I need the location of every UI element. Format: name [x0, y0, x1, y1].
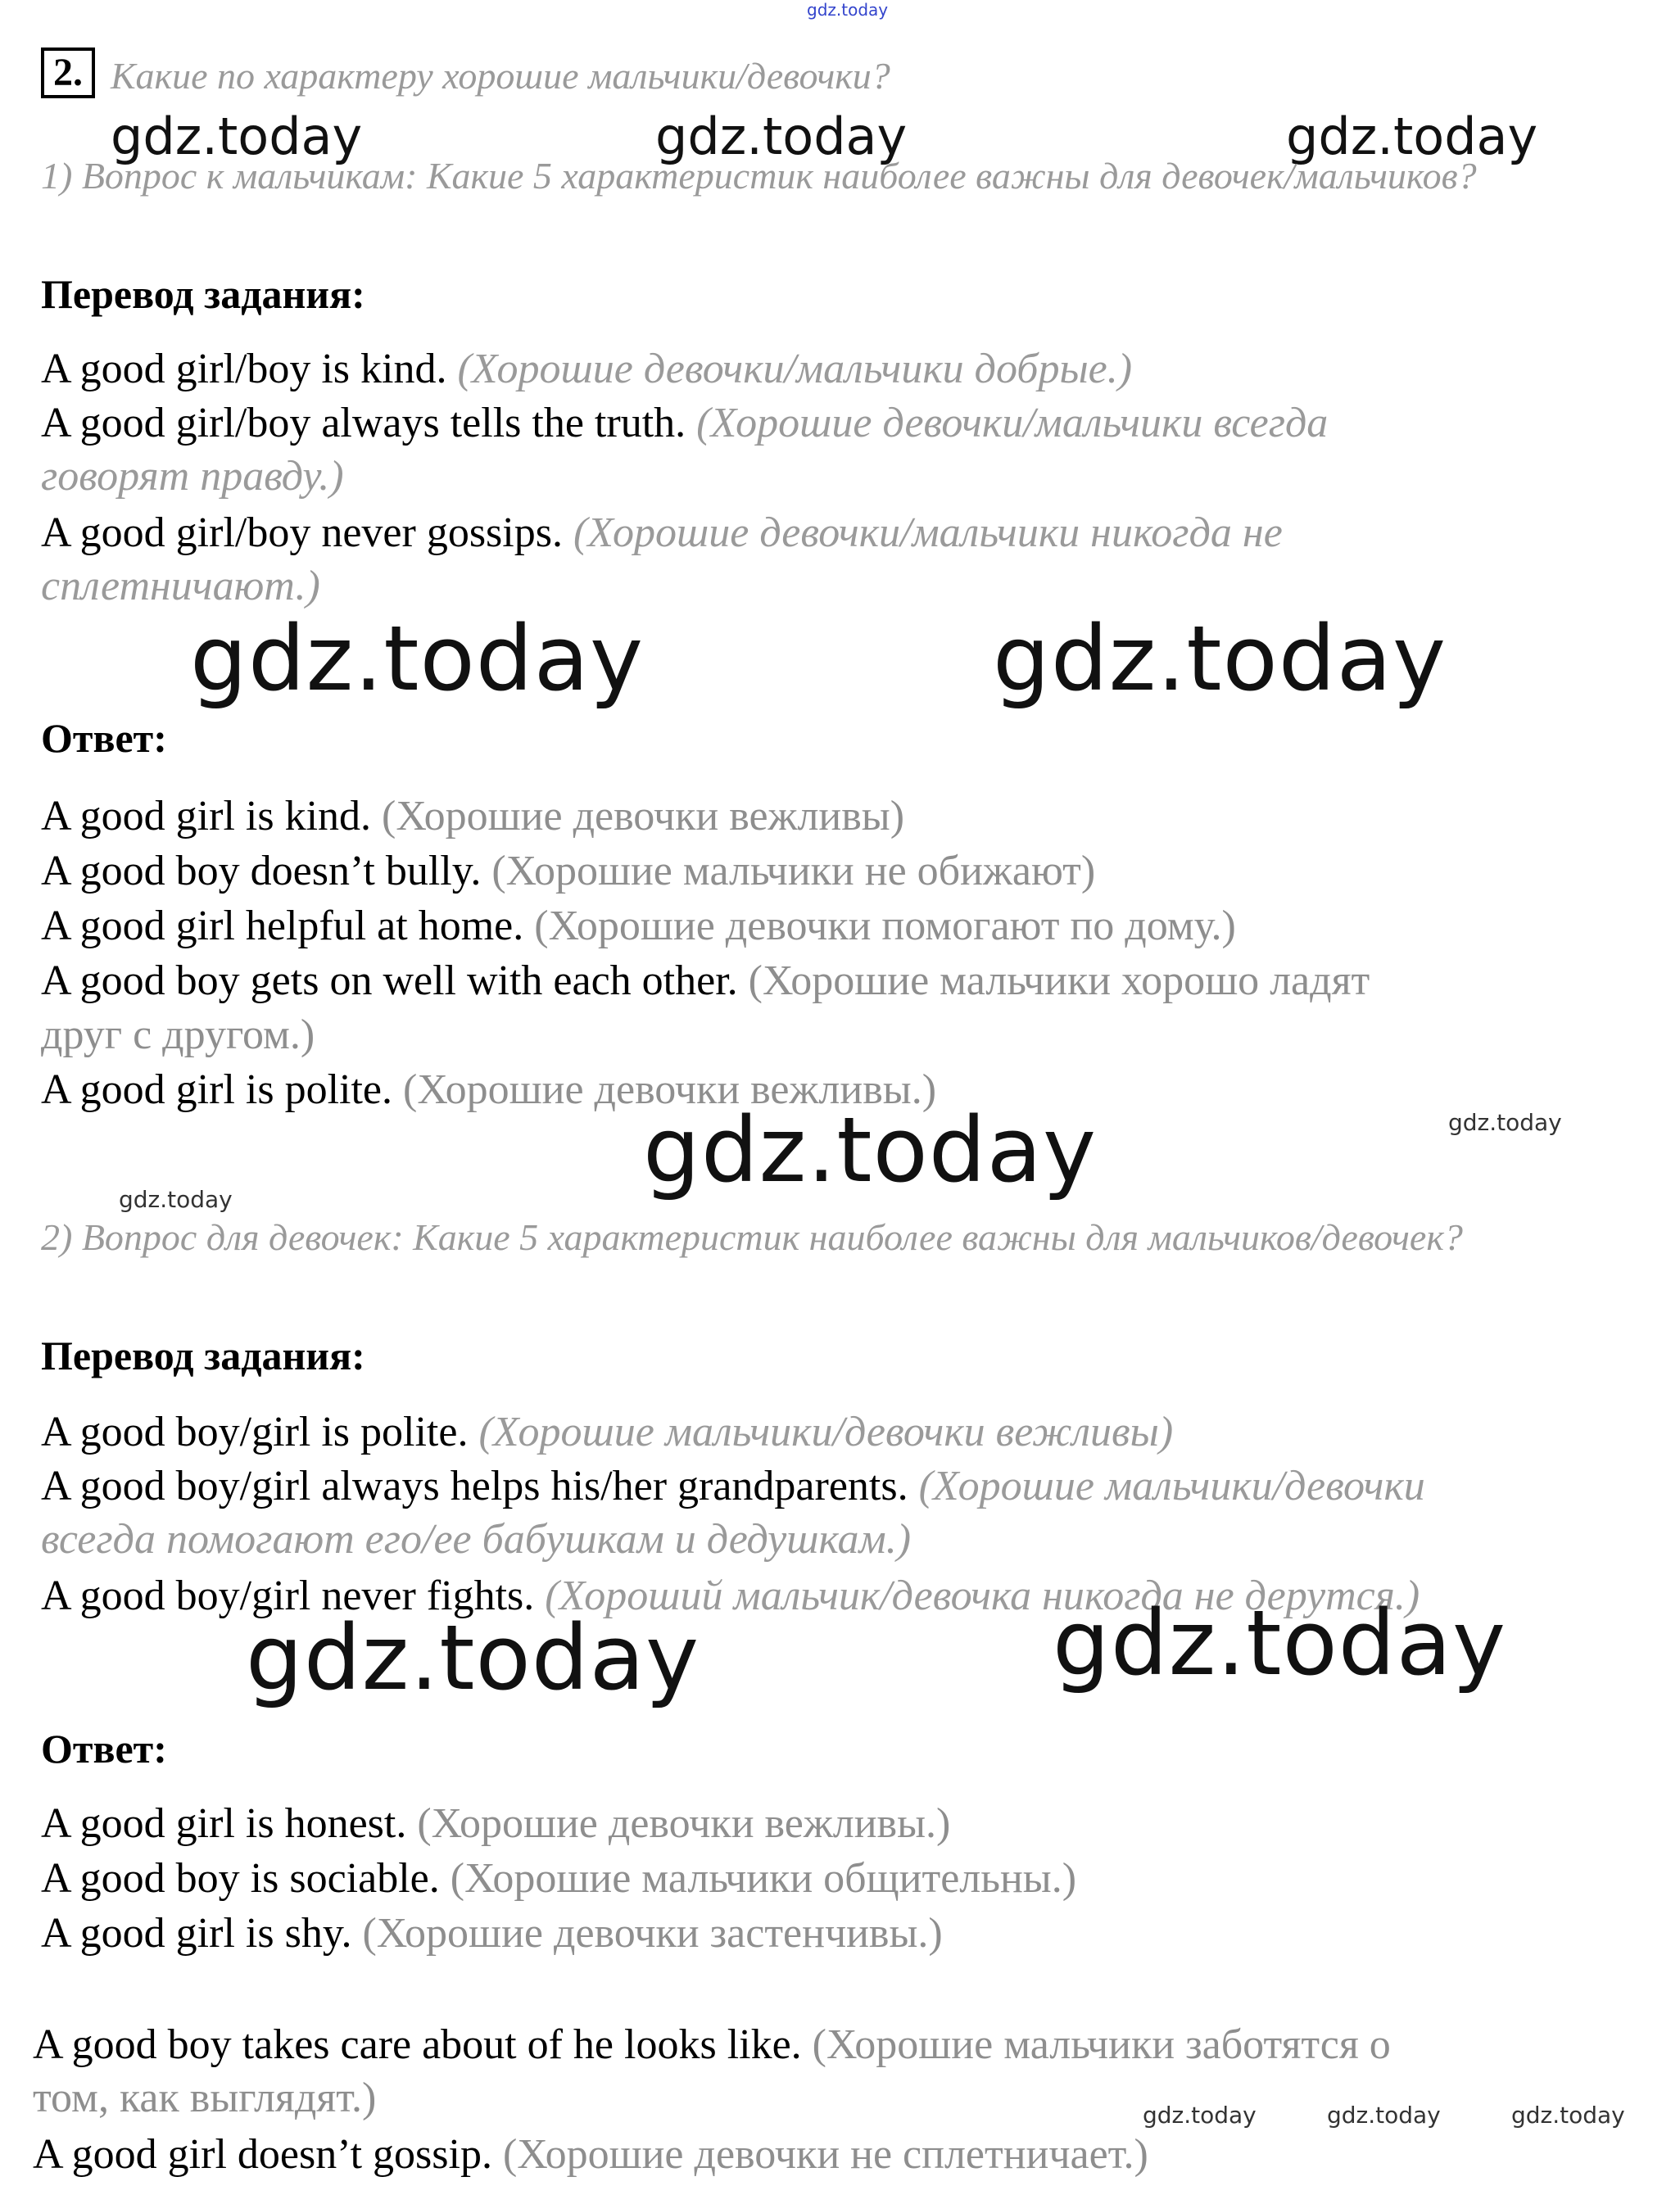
watermark-large: gdz.today [993, 606, 1447, 711]
watermark-large: gdz.today [643, 1097, 1098, 1202]
part2-translation-heading: Перевод задания: [41, 1333, 365, 1378]
task-number: 2. [41, 48, 95, 98]
part1-translation-line-3: A good girl/boy never gossips. (Хорошие девочки/мальчики никогда не [41, 509, 1283, 556]
part1-translation-heading: Перевод задания: [41, 271, 365, 317]
part2-question: 2) Вопрос для девочек: Какие 5 характеристик наиболее важны для мальчиков/девочек? [41, 1216, 1463, 1258]
watermark-small: gdz.today [1511, 2102, 1625, 2129]
watermark: gdz.today [655, 106, 908, 166]
watermark-large: gdz.today [1053, 1591, 1507, 1695]
watermark-small: gdz.today [1327, 2102, 1441, 2129]
part1-answer-5: A good girl is polite. (Хорошие девочки вежливы.) [41, 1066, 937, 1113]
part1-answer-4-cont: друг с другом.) [41, 1011, 315, 1058]
part1-answer-2: A good boy doesn’t bully. (Хорошие мальчики не обижают) [41, 848, 1096, 894]
part1-question: 1) Вопрос к мальчикам: Какие 5 характеристик наиболее важны для девочек/мальчиков? [41, 155, 1477, 197]
part2-translation-line-2: A good boy/girl always helps his/her grandparents. (Хорошие мальчики/девочки [41, 1463, 1425, 1509]
task-title: Какие по характеру хорошие мальчики/девочки? [111, 55, 890, 97]
part2-answer-3: A good girl is shy. (Хорошие девочки застенчивы.) [41, 1910, 943, 1957]
part1-translation-line-2: A good girl/boy always tells the truth. (Хорошие девочки/мальчики всегда [41, 400, 1329, 446]
part2-answer-1: A good girl is honest. (Хорошие девочки вежливы.) [41, 1800, 951, 1847]
part2-answer-heading: Ответ: [41, 1726, 167, 1772]
part2-answer-4: A good boy takes care about of he looks like. (Хорошие мальчики заботятся о [33, 2021, 1391, 2068]
part1-translation-line-2-cont: говорят правду.) [41, 453, 344, 500]
part2-answer-5: A good girl doesn’t gossip. (Хорошие девочки не сплетничает.) [33, 2131, 1148, 2178]
part2-answer-4-cont: том, как выглядят.) [33, 2075, 377, 2121]
watermark-large: gdz.today [190, 606, 645, 711]
watermark-small: gdz.today [1143, 2102, 1257, 2129]
part2-translation-line-3: A good boy/girl never fights. (Хороший мальчик/девочка никогда не дерутся.) [41, 1573, 1420, 1619]
watermark-large: gdz.today [246, 1605, 700, 1710]
watermark-top: gdz.today [807, 0, 889, 20]
part2-answer-2: A good boy is sociable. (Хорошие мальчики общительны.) [41, 1855, 1077, 1902]
watermark-small: gdz.today [1448, 1109, 1562, 1136]
part1-answer-4: A good boy gets on well with each other. (Хорошие мальчики хорошо ладят [41, 957, 1370, 1004]
part1-translation-line-1: A good girl/boy is kind. (Хорошие девочки/мальчики добрые.) [41, 346, 1133, 392]
part1-translation-line-3-cont: сплетничают.) [41, 563, 320, 609]
watermark: gdz.today [1286, 106, 1538, 166]
part1-answer-heading: Ответ: [41, 715, 167, 761]
watermark: gdz.today [111, 106, 363, 166]
watermark-small: gdz.today [119, 1186, 233, 1213]
part2-translation-line-2-cont: всегда помогают его/ее бабушкам и дедушкам.) [41, 1516, 912, 1563]
part1-answer-1: A good girl is kind. (Хорошие девочки вежливы) [41, 793, 905, 840]
part2-translation-line-1: A good boy/girl is polite. (Хорошие мальчики/девочки вежливы) [41, 1409, 1174, 1455]
part1-answer-3: A good girl helpful at home. (Хорошие девочки помогают по дому.) [41, 903, 1236, 949]
